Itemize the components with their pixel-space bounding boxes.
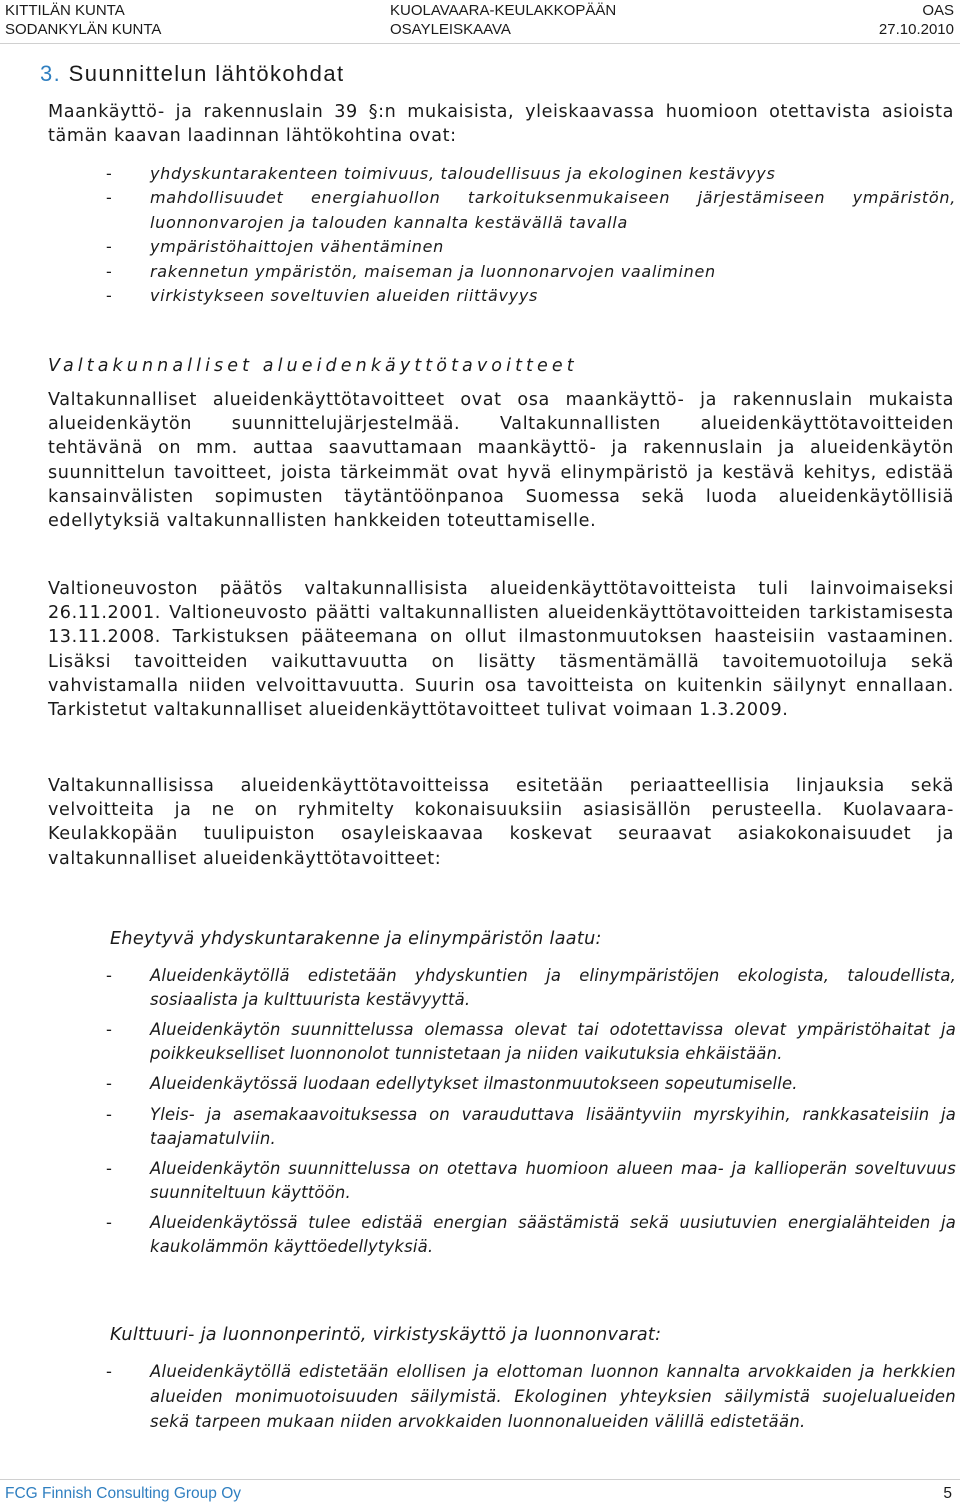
bullet-dash: - (106, 261, 113, 281)
list-item: - virkistykseen soveltuvien alueiden riittävyys (106, 284, 956, 308)
subsection-heading: Valtakunnalliset alueidenkäyttötavoitteet (48, 356, 578, 376)
page-number: 5 (943, 1485, 952, 1502)
paragraph: Valtakunnalliset alueidenkäyttötavoitteet ovat osa maankäyttö- ja rakennuslain mukaista alueidenkäytön suunnittelujärjestelmää. Valtakunnallisten alueidenkäyttötavoitteiden tehtävänä on mm. auttaa saavuttamaan maankäyttö- ja rakennuslain ja alueidenkäytön suunnittelun tavoitteet, joista tärkeimmät ovat hyvä elinympäristö ja kestävä kehitys, edistää kansainvälisten sopimusten täytäntöönpanoa Suomessa sekä luoda alueidenkäytöllisiä edellytyksiä valtakunnallisten hankkeiden toteuttamiselle. (48, 390, 954, 532)
list-item: - ympäristöhaittojen vähentäminen (106, 235, 956, 259)
group2-list (106, 1359, 956, 1434)
bullet-dash: - (106, 286, 113, 306)
bullet-dash: - (106, 1074, 113, 1094)
section-number: 3. (40, 61, 62, 86)
header-municipality-2: SODANKYLÄN KUNTA (5, 21, 162, 38)
list-item: - Alueidenkäytön suunnittelussa on otettava huomioon alueen maa- ja kallioperän soveltuvuus suunniteltuun käyttöön. (106, 1159, 956, 1202)
list-item: - Alueidenkäytön suunnittelussa olemassa olevat tai odotettavissa olevat ympäristöhaitat ja poikkeukselliset luonnonolot tunnistetaan ja niiden vaikutuksia ehkäistään. (106, 1020, 956, 1063)
list-item: - mahdollisuudet energiahuollon tarkoituksenmukaiseen järjestämiseen ympäristön, luonnonvarojen ja talouden kannalta kestävällä tavalla (106, 188, 956, 232)
section-title: Suunnittelun lähtökohdat (68, 61, 345, 86)
header-municipality-1: KITTILÄN KUNTA (5, 2, 125, 19)
bullet-dash: - (106, 1213, 113, 1233)
list-item: - Alueidenkäytöllä edistetään yhdyskuntien ja elinympäristöjen ekologista, taloudellista, sosiaalista ja kulttuurista kestävyyttä. (106, 966, 956, 1009)
bullet-dash: - (106, 1104, 113, 1124)
footer-company: FCG Finnish Consulting Group Oy (5, 1485, 242, 1502)
header-date: 27.10.2010 (878, 21, 954, 38)
bullet-dash: - (106, 1362, 113, 1381)
group-heading: Eheytyvä yhdyskuntarakenne ja elinympäristön laatu: (110, 929, 602, 949)
bullet-dash: - (106, 237, 113, 257)
group-heading: Kulttuuri- ja luonnonperintö, virkistyskäyttö ja luonnonvarat: (110, 1325, 662, 1345)
bullet-dash: - (106, 1159, 113, 1179)
starting-points-list (106, 162, 956, 308)
footer-divider (0, 1479, 960, 1480)
header-plan-type: OSAYLEISKAAVA (390, 21, 511, 38)
header-center (390, 1, 616, 39)
list-item: - rakennetun ympäristön, maiseman ja luonnonarvojen vaaliminen (106, 260, 956, 284)
header-project-title: KUOLAVAARA-KEULAKKOPÄÄN (390, 2, 617, 19)
bullet-dash: - (106, 164, 113, 183)
list-item: - yhdyskuntarakenteen toimivuus, taloudellisuus ja ekologinen kestävyys (106, 162, 956, 186)
paragraph: Valtioneuvoston päätös valtakunnallisista alueidenkäyttötavoitteista tuli lainvoimaiseksi 26.11.2001. Valtioneuvosto päätti valtakunnallisten alueidenkäyttötavoitteiden tarkistamisesta 13.11.2008. Tarkistuksen pääteemana on ollut ilmastonmuutoksen haasteisiin vastaaminen. Lisäksi tavoitteiden vaikuttavuutta on lisätty täsmentämällä tavoitemuotoiluja sekä vahvistamalla niiden velvoittavuutta. Suurin osa tavoitteista on kuitenkin säilynyt ennallaan. Tarkistetut valtakunnalliset alueidenkäyttötavoitteet tulivat voimaan 1.3.2009. (48, 579, 954, 721)
intro-paragraph: Maankäyttö- ja rakennuslain 39 §:n mukaisista, yleiskaavassa huomioon otettavista asioista tämän kaavan laadinnan lähtökohtina ovat: (48, 102, 954, 147)
list-item: - Alueidenkäytössä luodaan edellytykset ilmastonmuutokseen sopeutumiselle. (106, 1072, 956, 1096)
header-divider (0, 43, 960, 44)
header-right (879, 1, 954, 39)
header-left (5, 1, 161, 39)
group1-list (106, 964, 956, 1266)
bullet-dash: - (106, 188, 113, 208)
section-heading (40, 61, 344, 87)
list-item: - Alueidenkäytössä tulee edistää energian säästämistä sekä uusiutuvien energialähteiden ja kaukolämmön käyttöedellytyksiä. (106, 1213, 956, 1256)
header-doc-code: OAS (922, 2, 954, 19)
paragraph: Valtakunnallisissa alueidenkäyttötavoitteissa esitetään periaatteellisia linjauksia sekä velvoitteita ja ne on ryhmitelty kokonaisuuksiin asiasisällön perusteella. Kuolavaara-Keulakkopään tuulipuiston osayleiskaavaa koskevat seuraavat asiakokonaisuudet ja valtakunnalliset alueidenkäyttötavoitteet: (48, 776, 954, 869)
list-item: - Alueidenkäytöllä edistetään elollisen ja elottoman luonnon kannalta arvokkaiden ja herkkien alueiden monimuotoisuuden säilymistä. Ekologinen yhteyksien säilymistä suojelualueiden sekä tarpeen mukaan niiden arvokkaiden luonnonalueiden välillä edistetään. (106, 1359, 956, 1434)
bullet-dash: - (106, 1020, 113, 1040)
bullet-dash: - (106, 966, 113, 985)
list-item: - Yleis- ja asemakaavoituksessa on varauduttava lisääntyviin myrskyihin, rankkasateisiin ja taajamatulviin. (106, 1104, 956, 1148)
page-header (0, 0, 960, 44)
